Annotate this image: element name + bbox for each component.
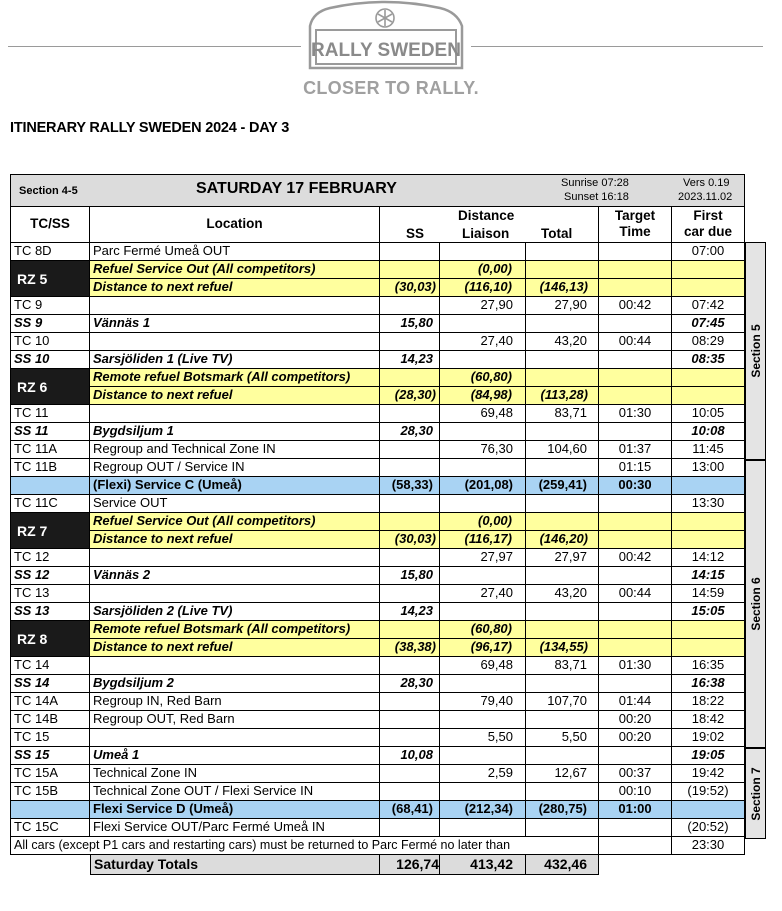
target-time: 00:44 — [599, 333, 672, 351]
first-car-due — [672, 621, 745, 639]
location — [90, 297, 380, 315]
total-distance: 83,71 — [526, 405, 599, 423]
location: Sarsjöliden 2 (Live TV) — [90, 603, 380, 621]
target-time — [599, 513, 672, 531]
section-marker — [745, 242, 766, 460]
first-car-due — [672, 477, 745, 495]
ss-distance — [380, 657, 440, 675]
total-distance: (259,41) — [526, 477, 599, 495]
liaison-distance: (84,98) — [440, 387, 526, 405]
location: Regroup OUT / Service IN — [90, 459, 380, 477]
liaison-distance: (0,00) — [440, 261, 526, 279]
ss-distance: (38,38) — [380, 639, 440, 657]
location: Flexi Service D (Umeå) — [90, 801, 380, 819]
target-time — [599, 819, 672, 837]
location: Umeå 1 — [90, 747, 380, 765]
ss-distance: (30,03) — [380, 279, 440, 297]
liaison-distance: (96,17) — [440, 639, 526, 657]
location — [90, 657, 380, 675]
total-distance: (113,28) — [526, 387, 599, 405]
first-car-due — [672, 531, 745, 549]
first-car-due: 08:35 — [672, 351, 745, 369]
liaison-distance: 5,50 — [440, 729, 526, 747]
liaison-distance: (201,08) — [440, 477, 526, 495]
parc-ferme-note: All cars (except P1 cars and restarting cars) must be returned to Parc Fermé no later than — [10, 837, 599, 855]
tagline: CLOSER TO RALLY. — [303, 78, 479, 98]
total-distance — [526, 675, 599, 693]
liaison-distance: 27,40 — [440, 333, 526, 351]
location: Flexi Service OUT/Parc Fermé Umeå IN — [90, 819, 380, 837]
ss-distance — [380, 243, 440, 261]
tc-code: TC 14A — [10, 693, 90, 711]
first-car-due: 19:05 — [672, 747, 745, 765]
tc-code: TC 11B — [10, 459, 90, 477]
sunrise-time: Sunrise 07:28 — [561, 177, 629, 189]
ss-distance — [380, 441, 440, 459]
total-distance — [526, 369, 599, 387]
first-car-due: 08:29 — [672, 333, 745, 351]
location: Regroup and Technical Zone IN — [90, 441, 380, 459]
refuel-location: Remote refuel Botsmark (All competitors) — [90, 621, 380, 639]
target-time: 01:30 — [599, 657, 672, 675]
target-time: 01:30 — [599, 405, 672, 423]
location: Service OUT — [90, 495, 380, 513]
ss-distance: (58,33) — [380, 477, 440, 495]
first-car-due — [672, 387, 745, 405]
target-time: 01:37 — [599, 441, 672, 459]
liaison-distance: (60,80) — [440, 621, 526, 639]
location: Vännäs 2 — [90, 567, 380, 585]
liaison-distance — [440, 603, 526, 621]
ss-distance — [380, 765, 440, 783]
refuel-location: Distance to next refuel — [90, 387, 380, 405]
liaison-distance: 69,48 — [440, 657, 526, 675]
first-car-due: 13:30 — [672, 495, 745, 513]
total-distance: 83,71 — [526, 657, 599, 675]
ss-distance — [380, 333, 440, 351]
section-label: Section 5 — [748, 324, 763, 378]
liaison-distance — [440, 747, 526, 765]
total-distance — [526, 423, 599, 441]
col-header-tc: TC/SS — [10, 207, 90, 243]
ss-distance: 28,30 — [380, 423, 440, 441]
ss-distance — [380, 405, 440, 423]
total-distance — [526, 243, 599, 261]
liaison-distance: (116,17) — [440, 531, 526, 549]
liaison-distance — [440, 351, 526, 369]
target-time: 01:44 — [599, 693, 672, 711]
first-car-due: 19:02 — [672, 729, 745, 747]
tc-code: TC 13 — [10, 585, 90, 603]
total-distance — [526, 315, 599, 333]
liaison-distance — [440, 495, 526, 513]
tc-code — [10, 477, 90, 495]
location: Vännäs 1 — [90, 315, 380, 333]
first-car-due: 10:05 — [672, 405, 745, 423]
total-distance — [526, 351, 599, 369]
location: Technical Zone OUT / Flexi Service IN — [90, 783, 380, 801]
liaison-distance — [440, 243, 526, 261]
tc-code: TC 11A — [10, 441, 90, 459]
section-label: Section 4-5 — [19, 185, 78, 197]
liaison-distance: (212,34) — [440, 801, 526, 819]
section-label: Section 6 — [748, 577, 763, 631]
tc-code: TC 15C — [10, 819, 90, 837]
target-time — [599, 279, 672, 297]
day-heading: SATURDAY 17 FEBRUARY — [196, 180, 397, 197]
first-car-due: 18:42 — [672, 711, 745, 729]
tc-code: TC 11C — [10, 495, 90, 513]
liaison-distance: 27,90 — [440, 297, 526, 315]
ss-distance — [380, 585, 440, 603]
ss-distance — [380, 495, 440, 513]
ss-distance — [380, 621, 440, 639]
target-time — [599, 261, 672, 279]
ss-distance: (28,30) — [380, 387, 440, 405]
parc-ferme-deadline: 23:30 — [672, 837, 745, 855]
tc-code: TC 11 — [10, 405, 90, 423]
liaison-distance: 2,59 — [440, 765, 526, 783]
target-time: 00:20 — [599, 729, 672, 747]
ss-distance: 15,80 — [380, 315, 440, 333]
ss-distance: 14,23 — [380, 603, 440, 621]
totals-total: 432,46 — [526, 855, 599, 875]
total-distance — [526, 711, 599, 729]
target-time — [599, 531, 672, 549]
tc-code: TC 12 — [10, 549, 90, 567]
col-header-time: Time — [619, 224, 651, 239]
section-marker — [745, 460, 766, 748]
liaison-distance — [440, 423, 526, 441]
totals-ss: 126,74 — [380, 855, 440, 875]
ss-distance — [380, 261, 440, 279]
total-distance — [526, 567, 599, 585]
refuel-location: Refuel Service Out (All competitors) — [90, 513, 380, 531]
total-distance — [526, 495, 599, 513]
ss-distance — [380, 729, 440, 747]
tc-code: TC 14B — [10, 711, 90, 729]
liaison-distance: 69,48 — [440, 405, 526, 423]
refuel-zone-code: RZ 5 — [10, 261, 90, 297]
total-distance: 43,20 — [526, 585, 599, 603]
ss-distance: 14,23 — [380, 351, 440, 369]
liaison-distance — [440, 819, 526, 837]
refuel-zone-code: RZ 7 — [10, 513, 90, 549]
first-car-due: 10:08 — [672, 423, 745, 441]
location — [90, 729, 380, 747]
target-time: 00:37 — [599, 765, 672, 783]
first-car-due: (19:52) — [672, 783, 745, 801]
ss-distance: (30,03) — [380, 531, 440, 549]
first-car-due — [672, 639, 745, 657]
target-time — [599, 423, 672, 441]
liaison-distance: 27,97 — [440, 549, 526, 567]
liaison-distance: 79,40 — [440, 693, 526, 711]
total-distance — [526, 819, 599, 837]
total-distance: 27,90 — [526, 297, 599, 315]
target-time: 00:30 — [599, 477, 672, 495]
liaison-distance — [440, 783, 526, 801]
col-header-location: Location — [90, 207, 380, 243]
version-label: Vers 0.19 — [683, 177, 730, 189]
first-car-due: 14:15 — [672, 567, 745, 585]
target-time — [599, 369, 672, 387]
ss-distance: 15,80 — [380, 567, 440, 585]
first-car-due: 16:38 — [672, 675, 745, 693]
ss-distance — [380, 369, 440, 387]
liaison-distance — [440, 567, 526, 585]
refuel-location: Remote refuel Botsmark (All competitors) — [90, 369, 380, 387]
col-header-first-car — [672, 207, 745, 243]
target-time: 00:42 — [599, 549, 672, 567]
ss-distance — [380, 513, 440, 531]
liaison-distance — [440, 315, 526, 333]
ss-distance — [380, 297, 440, 315]
total-distance — [526, 747, 599, 765]
liaison-distance: 76,30 — [440, 441, 526, 459]
liaison-distance: 27,40 — [440, 585, 526, 603]
note-blank — [599, 837, 672, 855]
location — [90, 549, 380, 567]
section-marker — [745, 748, 766, 839]
tc-code: TC 10 — [10, 333, 90, 351]
total-distance: 104,60 — [526, 441, 599, 459]
refuel-location: Distance to next refuel — [90, 531, 380, 549]
tc-code: TC 8D — [10, 243, 90, 261]
tc-code: SS 14 — [10, 675, 90, 693]
tc-code: TC 15A — [10, 765, 90, 783]
location: Technical Zone IN — [90, 765, 380, 783]
col-header-ss: SS — [406, 226, 425, 241]
target-time — [599, 621, 672, 639]
location — [90, 405, 380, 423]
total-distance: (134,55) — [526, 639, 599, 657]
target-time: 00:44 — [599, 585, 672, 603]
liaison-distance — [440, 675, 526, 693]
location — [90, 585, 380, 603]
col-header-car-due: car due — [683, 224, 733, 239]
rally-sweden-logo — [0, 0, 782, 100]
ss-distance — [380, 693, 440, 711]
target-time: 01:00 — [599, 801, 672, 819]
first-car-due: 16:35 — [672, 657, 745, 675]
col-header-first: First — [693, 208, 723, 223]
location — [90, 333, 380, 351]
liaison-distance: (116,10) — [440, 279, 526, 297]
first-car-due: 15:05 — [672, 603, 745, 621]
target-time — [599, 315, 672, 333]
liaison-distance: (60,80) — [440, 369, 526, 387]
target-time — [599, 567, 672, 585]
first-car-due: 14:12 — [672, 549, 745, 567]
first-car-due: 07:42 — [672, 297, 745, 315]
first-car-due — [672, 513, 745, 531]
ss-distance: 10,08 — [380, 747, 440, 765]
header-band — [10, 174, 745, 207]
target-time: 00:20 — [599, 711, 672, 729]
target-time — [599, 495, 672, 513]
tc-code: TC 9 — [10, 297, 90, 315]
logo-badge — [0, 0, 782, 74]
target-time — [599, 747, 672, 765]
col-header-liaison: Liaison — [462, 226, 510, 241]
target-time — [599, 351, 672, 369]
refuel-zone-code: RZ 6 — [10, 369, 90, 405]
location: Sarsjöliden 1 (Live TV) — [90, 351, 380, 369]
target-time — [599, 387, 672, 405]
total-distance: 12,67 — [526, 765, 599, 783]
location: Bygdsiljum 2 — [90, 675, 380, 693]
first-car-due: 19:42 — [672, 765, 745, 783]
first-car-due — [672, 801, 745, 819]
tc-code: SS 15 — [10, 747, 90, 765]
total-distance — [526, 261, 599, 279]
tc-code: SS 9 — [10, 315, 90, 333]
total-distance: (280,75) — [526, 801, 599, 819]
ss-distance — [380, 783, 440, 801]
total-distance: (146,20) — [526, 531, 599, 549]
refuel-location: Refuel Service Out (All competitors) — [90, 261, 380, 279]
total-distance: 107,70 — [526, 693, 599, 711]
totals-liaison: 413,42 — [440, 855, 526, 875]
tc-code: SS 10 — [10, 351, 90, 369]
location: Regroup OUT, Red Barn — [90, 711, 380, 729]
total-distance — [526, 459, 599, 477]
first-car-due — [672, 261, 745, 279]
version-date: 2023.11.02 — [678, 191, 733, 203]
total-distance — [526, 783, 599, 801]
total-distance — [526, 603, 599, 621]
first-car-due: 18:22 — [672, 693, 745, 711]
liaison-distance — [440, 459, 526, 477]
col-header-target-time — [599, 207, 672, 243]
liaison-distance: (0,00) — [440, 513, 526, 531]
first-car-due: 13:00 — [672, 459, 745, 477]
ss-distance — [380, 711, 440, 729]
col-header-distance — [380, 207, 599, 243]
target-time — [599, 639, 672, 657]
location: Parc Fermé Umeå OUT — [90, 243, 380, 261]
target-time: 00:42 — [599, 297, 672, 315]
ss-distance: (68,41) — [380, 801, 440, 819]
col-header-target: Target — [614, 208, 656, 223]
target-time: 01:15 — [599, 459, 672, 477]
total-distance — [526, 513, 599, 531]
first-car-due: 07:00 — [672, 243, 745, 261]
tc-code: TC 14 — [10, 657, 90, 675]
refuel-location: Distance to next refuel — [90, 639, 380, 657]
total-distance: 43,20 — [526, 333, 599, 351]
first-car-due: (20:52) — [672, 819, 745, 837]
tc-code: SS 12 — [10, 567, 90, 585]
totals-label: Saturday Totals — [90, 855, 380, 875]
ss-distance — [380, 819, 440, 837]
first-car-due: 07:45 — [672, 315, 745, 333]
location: Bygdsiljum 1 — [90, 423, 380, 441]
section-label: Section 7 — [748, 766, 763, 821]
first-car-due: 11:45 — [672, 441, 745, 459]
tc-code: SS 11 — [10, 423, 90, 441]
total-distance: 27,97 — [526, 549, 599, 567]
sunset-time: Sunset 16:18 — [564, 191, 629, 203]
tc-code: TC 15B — [10, 783, 90, 801]
first-car-due — [672, 279, 745, 297]
target-time: 00:10 — [599, 783, 672, 801]
total-distance: (146,13) — [526, 279, 599, 297]
ss-distance: 28,30 — [380, 675, 440, 693]
target-time — [599, 243, 672, 261]
liaison-distance — [440, 711, 526, 729]
refuel-zone-code: RZ 8 — [10, 621, 90, 657]
first-car-due — [672, 369, 745, 387]
tc-code: SS 13 — [10, 603, 90, 621]
refuel-location: Distance to next refuel — [90, 279, 380, 297]
col-header-distance-label: Distance — [458, 208, 515, 223]
total-distance: 5,50 — [526, 729, 599, 747]
location: Regroup IN, Red Barn — [90, 693, 380, 711]
ss-distance — [380, 549, 440, 567]
target-time — [599, 603, 672, 621]
tc-code: TC 15 — [10, 729, 90, 747]
logo-text: RALLY SWEDEN — [311, 40, 461, 61]
first-car-due: 14:59 — [672, 585, 745, 603]
page-title: ITINERARY RALLY SWEDEN 2024 - DAY 3 — [10, 120, 290, 136]
total-distance — [526, 621, 599, 639]
target-time — [599, 675, 672, 693]
location: (Flexi) Service C (Umeå) — [90, 477, 380, 495]
col-header-total: Total — [541, 226, 573, 241]
ss-distance — [380, 459, 440, 477]
tc-code — [10, 801, 90, 819]
